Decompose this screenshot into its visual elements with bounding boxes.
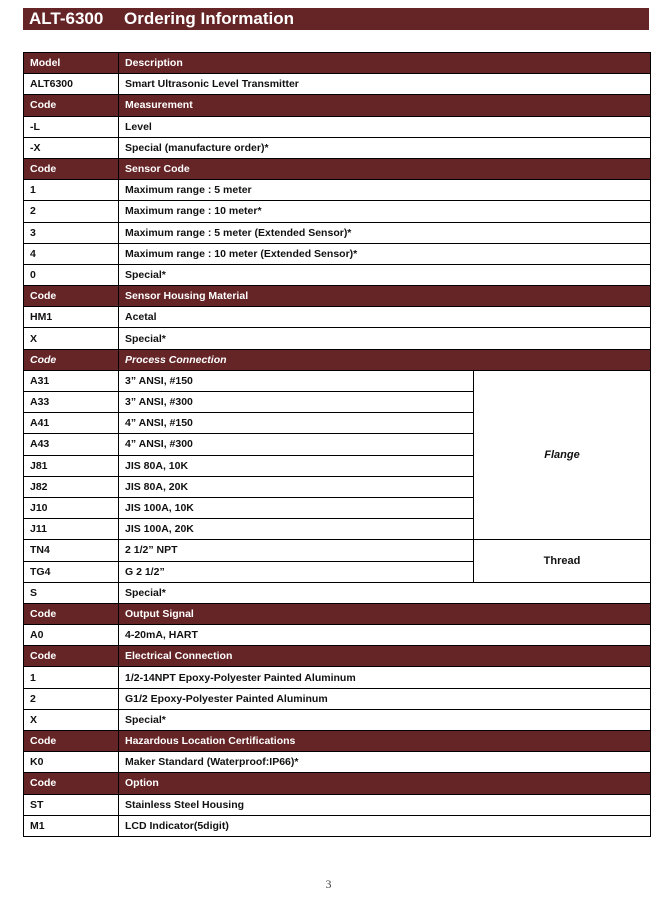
row-description: Maximum range : 5 meter bbox=[119, 180, 651, 201]
row-code: ST bbox=[24, 794, 119, 815]
table-row bbox=[24, 794, 651, 815]
row-description: JIS 100A, 20K bbox=[119, 519, 474, 540]
row-description: JIS 80A, 20K bbox=[119, 476, 474, 497]
section-header-output-signal bbox=[24, 603, 651, 624]
row-code: A33 bbox=[24, 392, 119, 413]
section-header-option bbox=[24, 773, 651, 794]
row-code: K0 bbox=[24, 752, 119, 773]
title-model: ALT-6300 bbox=[29, 9, 104, 28]
row-code: 1 bbox=[24, 667, 119, 688]
row-description: 4-20mA, HART bbox=[119, 625, 651, 646]
row-code: J11 bbox=[24, 519, 119, 540]
section-header-housing-material bbox=[24, 286, 651, 307]
table-row bbox=[24, 222, 651, 243]
table-row bbox=[24, 370, 651, 391]
row-code: -L bbox=[24, 116, 119, 137]
table-row bbox=[24, 307, 651, 328]
row-description: Smart Ultrasonic Level Transmitter bbox=[119, 74, 651, 95]
page-title bbox=[23, 8, 649, 30]
row-description: Maximum range : 10 meter (Extended Sensor)* bbox=[119, 243, 651, 264]
row-code: J82 bbox=[24, 476, 119, 497]
row-description: 2 1/2” NPT bbox=[119, 540, 474, 561]
row-code: A41 bbox=[24, 413, 119, 434]
table-row bbox=[24, 582, 651, 603]
section-header-hazardous-certifications bbox=[24, 731, 651, 752]
row-code: 3 bbox=[24, 222, 119, 243]
row-code: J10 bbox=[24, 497, 119, 518]
row-code: M1 bbox=[24, 815, 119, 836]
group-label-thread: Thread bbox=[474, 540, 651, 582]
row-description: JIS 80A, 10K bbox=[119, 455, 474, 476]
header-code: Code bbox=[24, 95, 119, 116]
ordering-table bbox=[23, 52, 651, 837]
row-description: G 2 1/2” bbox=[119, 561, 474, 582]
table-row bbox=[24, 201, 651, 222]
section-header-sensor-code bbox=[24, 158, 651, 179]
header-title: Electrical Connection bbox=[119, 646, 651, 667]
table-row bbox=[24, 264, 651, 285]
header-title: Description bbox=[119, 53, 651, 74]
row-description: Level bbox=[119, 116, 651, 137]
header-title: Hazardous Location Certifications bbox=[119, 731, 651, 752]
row-description: 3” ANSI, #150 bbox=[119, 370, 474, 391]
table-row bbox=[24, 328, 651, 349]
header-code: Code bbox=[24, 286, 119, 307]
table-row bbox=[24, 540, 651, 561]
row-code: 2 bbox=[24, 201, 119, 222]
row-code: ALT6300 bbox=[24, 74, 119, 95]
row-description: 3” ANSI, #300 bbox=[119, 392, 474, 413]
row-description: 4” ANSI, #300 bbox=[119, 434, 474, 455]
row-code: 2 bbox=[24, 688, 119, 709]
header-title: Measurement bbox=[119, 95, 651, 116]
row-code: -X bbox=[24, 137, 119, 158]
table-row bbox=[24, 667, 651, 688]
section-header-model bbox=[24, 53, 651, 74]
table-row bbox=[24, 137, 651, 158]
row-description: Special* bbox=[119, 264, 651, 285]
row-code: A43 bbox=[24, 434, 119, 455]
row-code: TN4 bbox=[24, 540, 119, 561]
row-code: TG4 bbox=[24, 561, 119, 582]
section-header-process-connection bbox=[24, 349, 651, 370]
table-row bbox=[24, 74, 651, 95]
section-header-electrical-connection bbox=[24, 646, 651, 667]
table-row bbox=[24, 752, 651, 773]
row-description: 1/2-14NPT Epoxy-Polyester Painted Aluminum bbox=[119, 667, 651, 688]
header-code: Code bbox=[24, 603, 119, 624]
row-description: Maximum range : 5 meter (Extended Sensor)* bbox=[119, 222, 651, 243]
row-description: Special* bbox=[119, 582, 651, 603]
header-title: Output Signal bbox=[119, 603, 651, 624]
header-title: Sensor Housing Material bbox=[119, 286, 651, 307]
row-description: LCD Indicator(5digit) bbox=[119, 815, 651, 836]
table-row bbox=[24, 625, 651, 646]
header-title: Option bbox=[119, 773, 651, 794]
row-code: 0 bbox=[24, 264, 119, 285]
title-text: Ordering Information bbox=[124, 9, 294, 28]
row-description: Special* bbox=[119, 709, 651, 730]
row-code: A0 bbox=[24, 625, 119, 646]
table-row bbox=[24, 243, 651, 264]
table-row bbox=[24, 709, 651, 730]
row-description: Maker Standard (Waterproof:IP66)* bbox=[119, 752, 651, 773]
row-code: J81 bbox=[24, 455, 119, 476]
row-description: JIS 100A, 10K bbox=[119, 497, 474, 518]
header-title: Sensor Code bbox=[119, 158, 651, 179]
row-description: Special (manufacture order)* bbox=[119, 137, 651, 158]
header-code: Code bbox=[24, 349, 119, 370]
row-code: X bbox=[24, 328, 119, 349]
table-row bbox=[24, 688, 651, 709]
row-description: Acetal bbox=[119, 307, 651, 328]
row-code: S bbox=[24, 582, 119, 603]
row-code: 1 bbox=[24, 180, 119, 201]
header-code: Model bbox=[24, 53, 119, 74]
row-code: A31 bbox=[24, 370, 119, 391]
header-code: Code bbox=[24, 646, 119, 667]
row-description: 4” ANSI, #150 bbox=[119, 413, 474, 434]
header-code: Code bbox=[24, 731, 119, 752]
table-row bbox=[24, 180, 651, 201]
row-description: Maximum range : 10 meter* bbox=[119, 201, 651, 222]
row-code: HM1 bbox=[24, 307, 119, 328]
row-description: Special* bbox=[119, 328, 651, 349]
row-code: 4 bbox=[24, 243, 119, 264]
group-label-flange: Flange bbox=[474, 370, 651, 540]
table-row bbox=[24, 116, 651, 137]
header-title: Process Connection bbox=[119, 349, 651, 370]
row-code: X bbox=[24, 709, 119, 730]
header-code: Code bbox=[24, 158, 119, 179]
row-description: G1/2 Epoxy-Polyester Painted Aluminum bbox=[119, 688, 651, 709]
table-row bbox=[24, 815, 651, 836]
page-number: 3 bbox=[325, 877, 332, 891]
header-code: Code bbox=[24, 773, 119, 794]
row-description: Stainless Steel Housing bbox=[119, 794, 651, 815]
section-header-measurement bbox=[24, 95, 651, 116]
